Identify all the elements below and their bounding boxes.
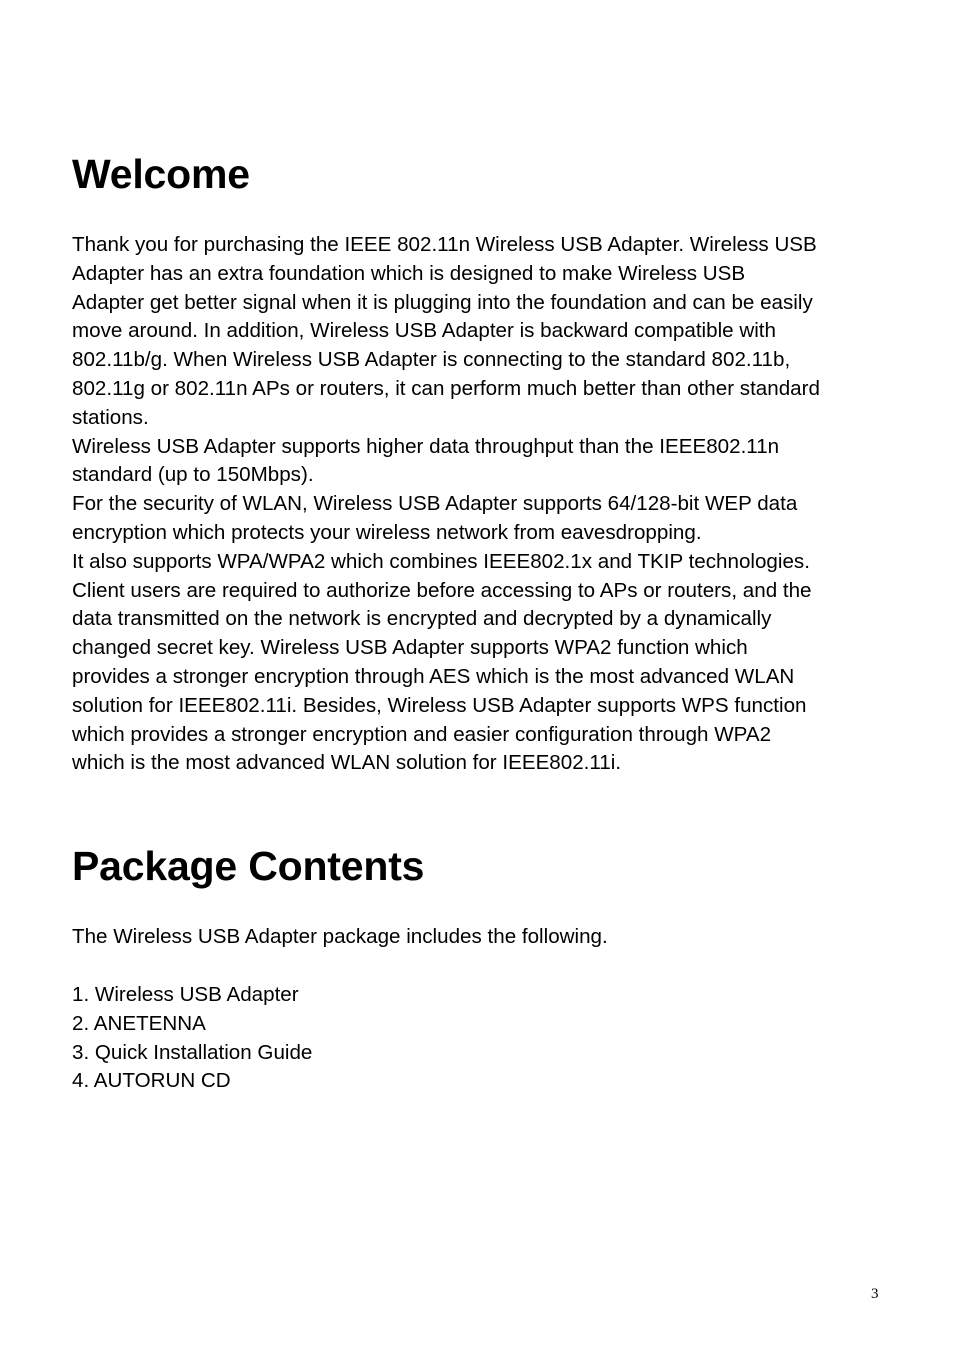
package-contents-heading: Package Contents	[72, 843, 425, 889]
welcome-line: which provides a stronger encryption and easier configuration through WPA2	[72, 722, 772, 746]
welcome-line: 802.11b/g. When Wireless USB Adapter is connecting to the standard 802.11b,	[72, 348, 791, 372]
welcome-line: data transmitted on the network is encrypted and decrypted by a dynamically	[72, 607, 772, 631]
welcome-line: Adapter get better signal when it is plugging into the foundation and can be easily	[72, 290, 813, 314]
welcome-line: Adapter has an extra foundation which is designed to make Wireless USB	[72, 261, 746, 285]
package-intro: The Wireless USB Adapter package includes the following.	[72, 925, 608, 948]
page-number: 3	[871, 1286, 879, 1302]
package-contents-list	[72, 981, 312, 1096]
welcome-line: encryption which protects your wireless network from eavesdropping.	[72, 520, 702, 544]
welcome-line: changed secret key. Wireless USB Adapter supports WPA2 function which	[72, 636, 748, 660]
welcome-line: Wireless USB Adapter supports higher data throughput than the IEEE802.11n	[72, 434, 780, 458]
welcome-line: which is the most advanced WLAN solution for IEEE802.11i.	[72, 751, 622, 775]
welcome-line: Thank you for purchasing the IEEE 802.11n Wireless USB Adapter. Wireless USB	[72, 233, 817, 256]
list-item: 3. Quick Installation Guide	[72, 1040, 313, 1064]
welcome-body	[72, 231, 892, 778]
welcome-line: provides a stronger encryption through AES which is the most advanced WLAN	[72, 664, 795, 688]
welcome-line: Client users are required to authorize before accessing to APs or routers, and the	[72, 578, 812, 602]
welcome-line: For the security of WLAN, Wireless USB Adapter supports 64/128-bit WEP data	[72, 492, 798, 516]
welcome-line: solution for IEEE802.11i. Besides, Wireless USB Adapter supports WPS function	[72, 693, 807, 717]
welcome-line: It also supports WPA/WPA2 which combines IEEE802.1x and TKIP technologies.	[72, 549, 810, 573]
welcome-line: move around. In addition, Wireless USB Adapter is backward compatible with	[72, 319, 776, 343]
welcome-line: 802.11g or 802.11n APs or routers, it can perform much better than other standard	[72, 376, 820, 400]
list-item: 2. ANETENNA	[72, 1011, 206, 1035]
welcome-heading: Welcome	[72, 151, 250, 197]
welcome-line: stations.	[72, 405, 149, 429]
list-item: 4. AUTORUN CD	[72, 1069, 231, 1093]
welcome-line: standard (up to 150Mbps).	[72, 463, 314, 487]
list-item: 1. Wireless USB Adapter	[72, 983, 299, 1006]
